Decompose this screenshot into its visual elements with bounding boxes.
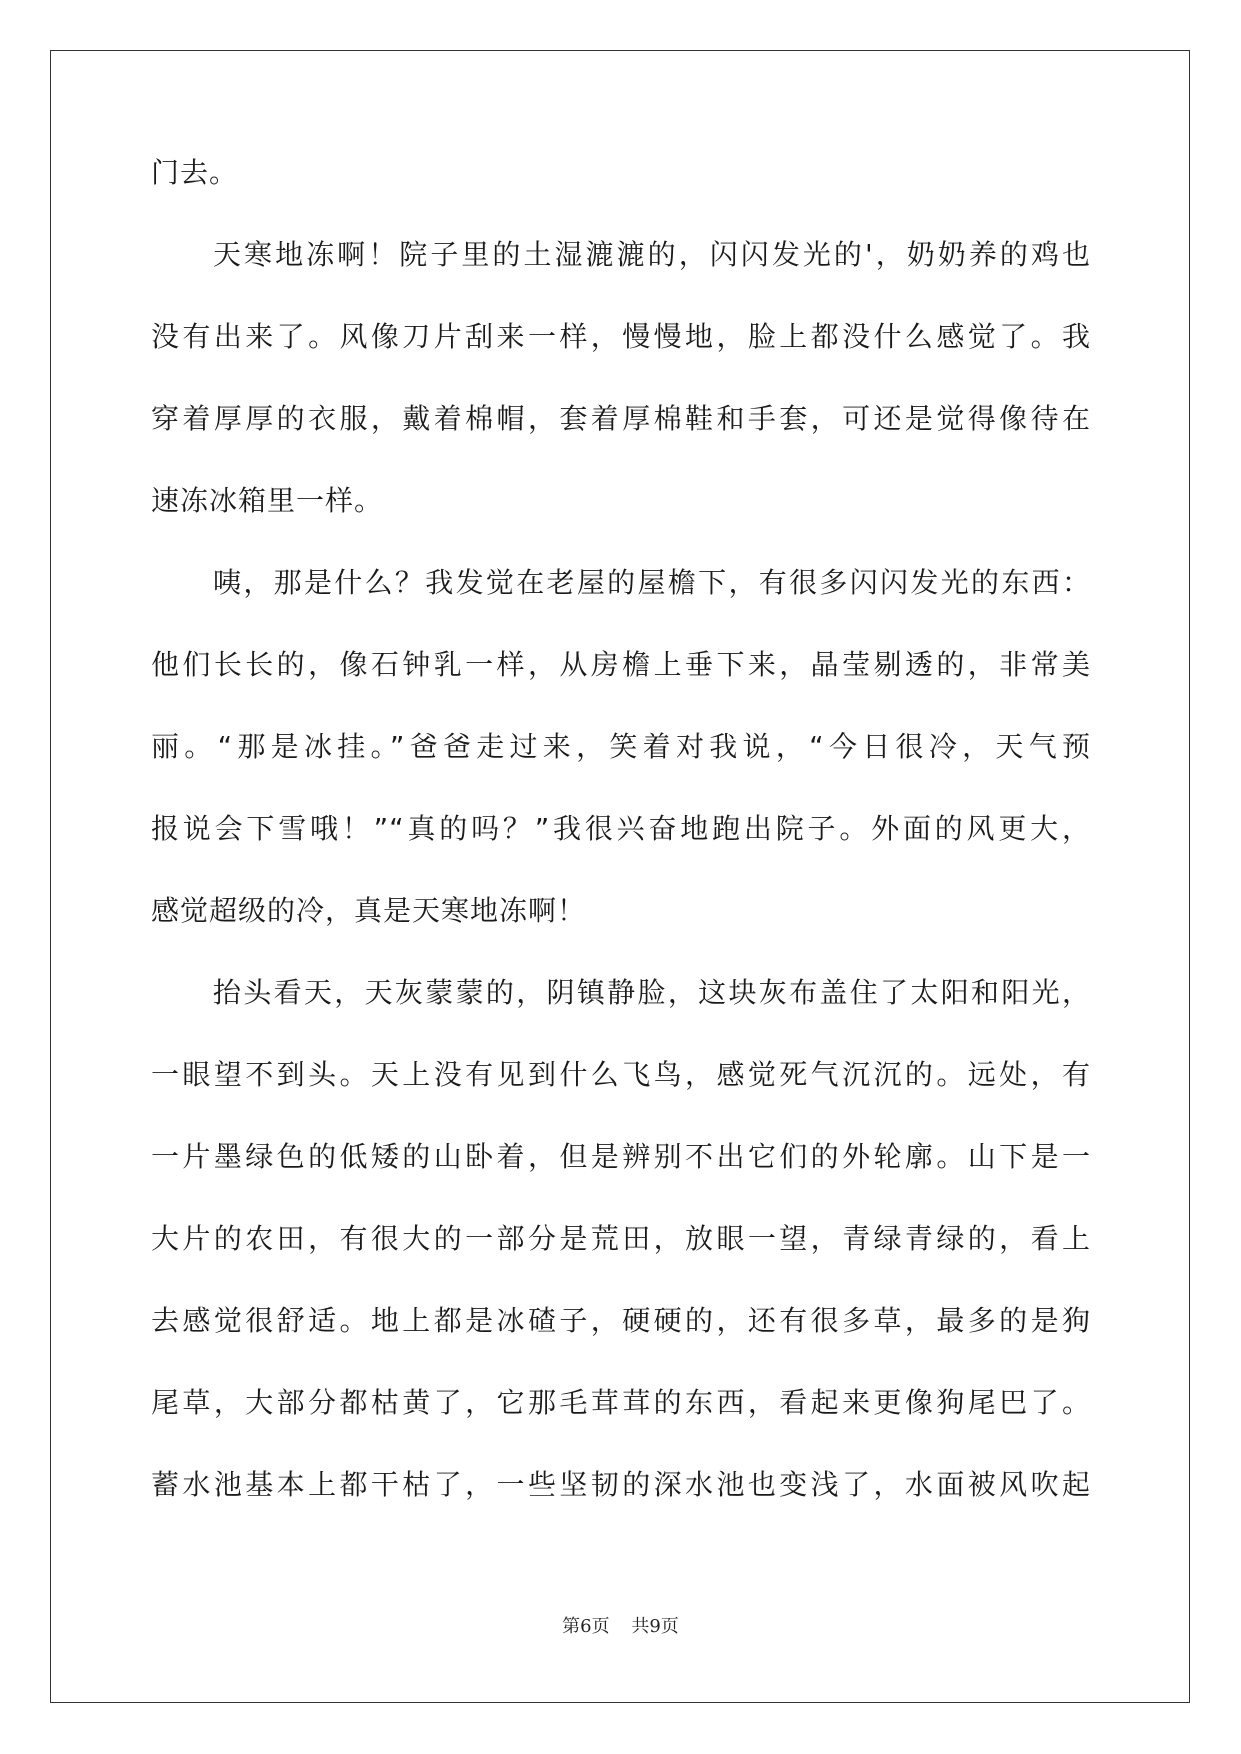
text-line: 报说会下雪哦！”“真的吗？”我很兴奋地跑出院子。外面的风更大， xyxy=(151,812,1091,845)
text-line: 大片的农田，有很大的一部分是荒田，放眼一望，青绿青绿的，看上 xyxy=(151,1222,1091,1255)
text-line: 蓄水池基本上都干枯了，一些坚韧的深水池也变浅了，水面被风吹起 xyxy=(151,1468,1091,1501)
text-line: 尾草，大部分都枯黄了，它那毛茸茸的东西，看起来更像狗尾巴了。 xyxy=(151,1386,1091,1419)
text-line: 他们长长的，像石钟乳一样，从房檐上垂下来，晶莹剔透的，非常美 xyxy=(151,648,1091,681)
text-line: 穿着厚厚的衣服，戴着棉帽，套着厚棉鞋和手套，可还是觉得像待在 xyxy=(151,402,1091,435)
text-line: 没有出来了。风像刀片刮来一样，慢慢地，脸上都没什么感觉了。我 xyxy=(151,320,1091,353)
page-number: 第6页 xyxy=(562,1616,610,1637)
text-line: 天寒地冻啊！院子里的土湿漉漉的，闪闪发光的'，奶奶养的鸡也 xyxy=(213,238,1091,271)
page-footer xyxy=(0,1612,1241,1638)
text-line: 速冻冰箱里一样。 xyxy=(151,484,384,517)
text-line: 咦，那是什么？我发觉在老屋的屋檐下，有很多闪闪发光的东西： xyxy=(213,566,1091,599)
text-line: 感觉超级的冷，真是天寒地冻啊！ xyxy=(151,894,587,927)
document-body xyxy=(151,132,1091,1526)
text-line: 一眼望不到头。天上没有见到什么飞鸟，感觉死气沉沉的。远处，有 xyxy=(151,1058,1091,1091)
text-line: 门去。 xyxy=(151,156,239,189)
text-line: 抬头看天，天灰蒙蒙的，阴镇静脸，这块灰布盖住了太阳和阳光， xyxy=(213,976,1091,1009)
text-line: 一片墨绿色的低矮的山卧着，但是辨别不出它们的外轮廓。山下是一 xyxy=(151,1140,1091,1173)
page-total: 共9页 xyxy=(631,1616,679,1637)
text-line: 丽。“那是冰挂。”爸爸走过来，笑着对我说，“今日很冷，天气预 xyxy=(151,730,1091,763)
text-line: 去感觉很舒适。地上都是冰碴子，硬硬的，还有很多草，最多的是狗 xyxy=(151,1304,1091,1337)
